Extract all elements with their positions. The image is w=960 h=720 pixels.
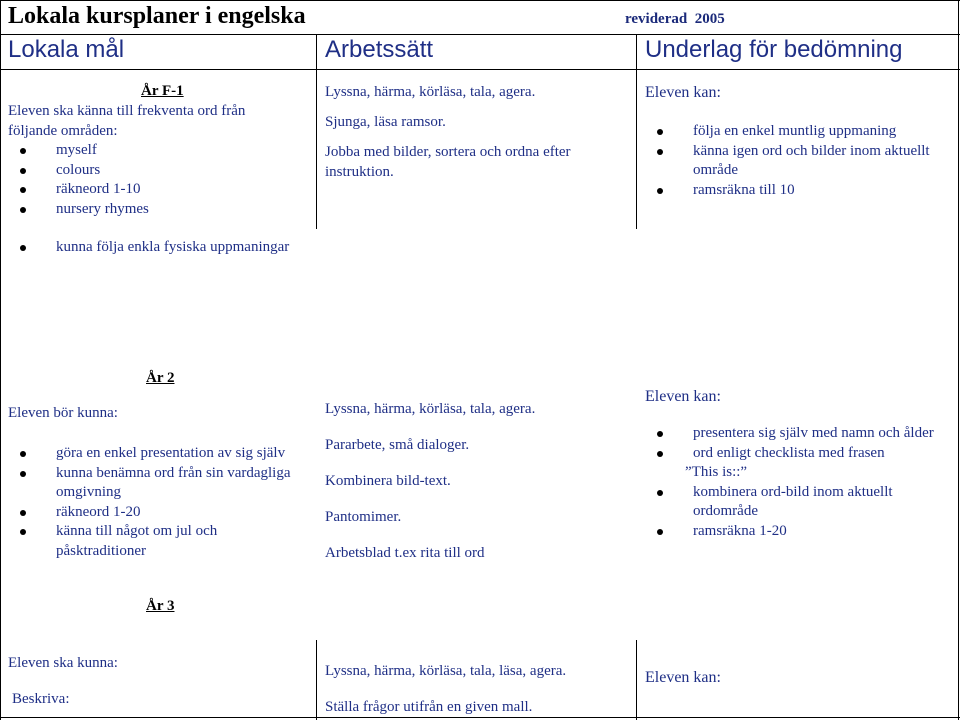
column-heading-assessment: Underlag för bedömning bbox=[645, 36, 903, 63]
border-top bbox=[0, 0, 960, 1]
year-3-describe: Beskriva: bbox=[12, 691, 70, 707]
year-2-assessment-list bbox=[685, 424, 934, 541]
year-f1-extra-list bbox=[56, 238, 289, 258]
year-2-goal-list bbox=[56, 444, 291, 561]
year-heading-3: År 3 bbox=[146, 598, 175, 614]
list-item: kunna följa enkla fysiska uppmaningar bbox=[56, 238, 289, 258]
year-3-methods bbox=[325, 662, 566, 718]
list-item: känna till något om jul och bbox=[56, 522, 291, 542]
list-item: colours bbox=[56, 161, 149, 181]
year-heading-f1: År F-1 bbox=[141, 83, 184, 99]
year-3-assessment-heading: Eleven kan: bbox=[645, 669, 721, 686]
list-item: räkneord 1-20 bbox=[56, 503, 291, 523]
method-line: Sjunga, läsa ramsor. bbox=[325, 114, 446, 130]
list-item: nursery rhymes bbox=[56, 200, 149, 220]
year-f1-topic-list bbox=[56, 141, 149, 219]
year-f1-intro bbox=[8, 102, 245, 141]
list-item: presentera sig själv med namn och ålder bbox=[693, 424, 934, 444]
list-item: myself bbox=[56, 141, 149, 161]
list-item: ”This is::” bbox=[685, 464, 748, 480]
method-line: Pantomimer. bbox=[325, 509, 402, 525]
year-f1-assessment-heading: Eleven kan: bbox=[645, 84, 721, 101]
list-item: räkneord 1-10 bbox=[56, 180, 149, 200]
list-item: ramsräkna till 10 bbox=[693, 181, 930, 201]
border-right bbox=[958, 0, 959, 720]
method-line: Arbetsblad t.ex rita till ord bbox=[325, 545, 485, 561]
list-item: ord enligt checklista med frasen bbox=[693, 444, 934, 464]
revision-date: reviderad 2005 bbox=[625, 11, 725, 27]
column-divider-3 bbox=[316, 640, 317, 720]
method-line: instruktion. bbox=[325, 163, 394, 180]
column-heading-goals: Lokala mål bbox=[8, 36, 125, 63]
list-item: göra en enkel presentation av sig själv bbox=[56, 444, 291, 464]
column-divider-2 bbox=[636, 34, 637, 229]
year-2-assessment-heading: Eleven kan: bbox=[645, 388, 721, 405]
column-divider-1 bbox=[316, 34, 317, 229]
list-item: följa en enkel muntlig uppmaning bbox=[693, 122, 930, 142]
list-item: kombinera ord-bild inom aktuellt bbox=[693, 483, 934, 503]
bottom-line bbox=[0, 717, 960, 718]
page-title: Lokala kursplaner i engelska bbox=[8, 3, 306, 29]
year-f1-methods bbox=[325, 83, 571, 182]
list-item: område bbox=[693, 162, 738, 178]
border-left bbox=[0, 0, 1, 720]
year-f1-assessment-list bbox=[693, 122, 930, 200]
year-2-intro: Eleven bör kunna: bbox=[8, 405, 118, 421]
method-line: Lyssna, härma, körläsa, tala, agera. bbox=[325, 84, 536, 100]
list-item: ordområde bbox=[693, 503, 758, 519]
method-line: Kombinera bild-text. bbox=[325, 473, 451, 489]
list-item: kunna benämna ord från sin vardagliga bbox=[56, 464, 291, 484]
column-divider-4 bbox=[636, 640, 637, 720]
header-divider bbox=[0, 69, 960, 70]
method-line: Lyssna, härma, körläsa, tala, agera. bbox=[325, 401, 536, 417]
list-item: omgivning bbox=[56, 484, 122, 500]
year-f1-intro-line: följande områden: bbox=[8, 122, 118, 139]
title-divider bbox=[0, 34, 960, 35]
method-line: Pararbete, små dialoger. bbox=[325, 437, 470, 453]
year-f1-intro-line: Eleven ska känna till frekventa ord från bbox=[8, 103, 246, 119]
list-item: påsktraditioner bbox=[56, 542, 146, 559]
list-item: ramsräkna 1-20 bbox=[693, 522, 934, 542]
year-2-methods bbox=[325, 400, 535, 564]
column-heading-methods: Arbetssätt bbox=[325, 36, 434, 63]
method-line: Lyssna, härma, körläsa, tala, läsa, agera. bbox=[325, 663, 567, 679]
year-heading-2: År 2 bbox=[146, 370, 175, 386]
method-line: Ställa frågor utifrån en given mall. bbox=[325, 699, 533, 715]
method-line: Jobba med bilder, sortera och ordna efter bbox=[325, 144, 571, 160]
year-3-intro: Eleven ska kunna: bbox=[8, 655, 118, 671]
list-item: känna igen ord och bilder inom aktuellt bbox=[693, 142, 930, 162]
